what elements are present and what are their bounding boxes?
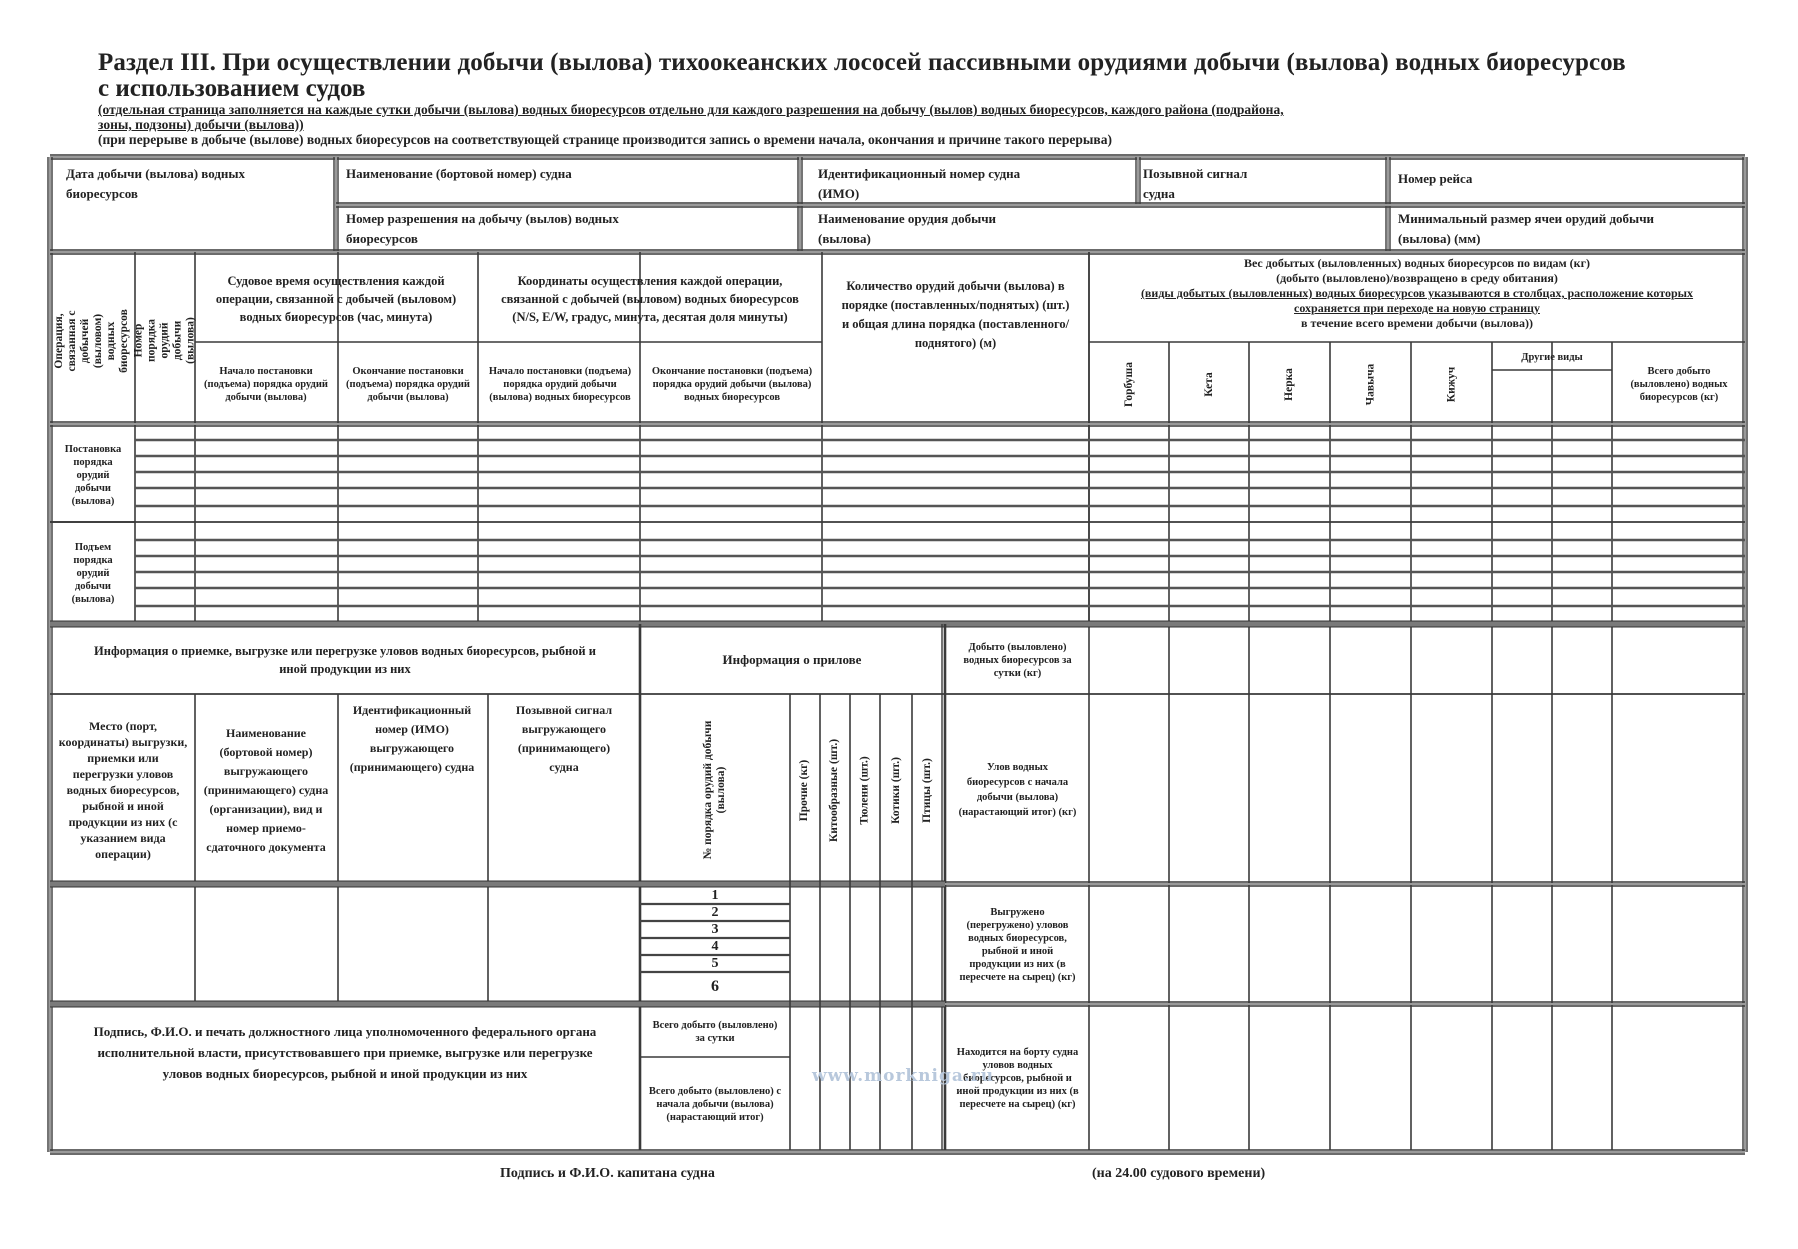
bycatch-row-number: 3 — [711, 921, 719, 937]
official-signature-label: Подпись, Ф.И.О. и печать должностного лица уполномоченного федерального органа исполнительной власти, присутствовавшего при приемке, выгрузке или перегрузке уловов водных биоресурсов, рыбной и иной продукции из них — [93, 1023, 597, 1081]
bycatch-gear-number-label: № порядка орудий добычи (вылова) — [702, 720, 727, 860]
col-species-1: Горбуша — [1122, 361, 1135, 407]
bycatch-col-4: Котики (шт.) — [889, 756, 902, 824]
section-title: Раздел III. При осуществлении добычи (вылова) тихоокеанских лососей пассивными орудиями добычи (вылова) водных биоресурсов — [98, 49, 1626, 76]
mesh-size-label: Минимальный размер ячеи орудий добычи (вылова) (мм) — [1398, 211, 1655, 246]
on-board-label: Находится на борту судна уловов водных биоресурсов, рыбной и иной продукции из них (в пересчете на сырец) (кг) — [956, 1046, 1079, 1110]
vessel-name-label: Наименование (бортовой номер) судна — [346, 166, 572, 181]
col-time-group: Судовое время осуществления каждой операции, связанной с добычей (выловом) водных биоресурсов (час, минута) — [215, 274, 457, 324]
break-note: (при перерыве в добыче (вылове) водных биоресурсов на соответствующей странице производится запись о времени начала, окончания и причине такого перерыва) — [98, 132, 1112, 147]
col-coord-end: Окончание постановки (подъема) порядка орудий добычи (вылова) водных биоресурсов — [651, 365, 813, 403]
bycatch-col-2: Китообразные (шт.) — [828, 738, 841, 842]
total-cumulative-label: Всего добыто (выловлено) с начала добычи (вылова) (нарастающий итог) — [648, 1085, 782, 1123]
bycatch-row-number: 2 — [711, 904, 719, 920]
captain-signature-label: Подпись и Ф.И.О. капитана судна — [500, 1166, 715, 1181]
section-title-line2: с использованием судов — [98, 75, 366, 102]
weight-group-line2: (добыто (выловлено)/возвращено в среду обитания) — [1276, 271, 1558, 285]
col-gear-number: Номер порядка орудий добычи (вылова) — [132, 317, 197, 364]
col-time-end: Окончание постановки (подъема) порядка орудий добычи (вылова) — [346, 365, 470, 403]
total-per-day-label: Всего добыто (выловлено) за сутки — [652, 1020, 778, 1044]
bycatch-col-5: Птицы (шт.) — [920, 757, 933, 823]
cumulative-catch-label: Улов водных биоресурсов с начала добычи (вылова) (нарастающий итог) (кг) — [958, 762, 1077, 818]
weight-group-line3: (виды добытых (выловленных) водных биоресурсов указываются в столбцах, расположение которых сохраняется при переходе на новую страницу — [1140, 286, 1694, 315]
receiver-vessel-name-label: Наименование (бортовой номер) выгружающего (принимающего) судна (организации), вид и номер приемо-сдаточного документа — [203, 725, 329, 854]
col-other-species: Другие виды — [1521, 351, 1583, 363]
watermark: www.morkniga.ru — [812, 1066, 995, 1086]
col-species-5: Кижуч — [1444, 366, 1457, 402]
transfer-place-label: Место (порт, координаты) выгрузки, приемки или перегрузки уловов водных биоресурсов, рыбной и иной продукции из них (с указанием вида операции) — [58, 719, 188, 861]
col-time-start: Начало постановки (подъема) порядка орудий добычи (вылова) — [204, 365, 328, 403]
page-note: (отдельная страница заполняется на каждые сутки добычи (вылова) водных биоресурсов отдельно для каждого разрешения на добычу (вылов) водных биоресурсов, каждого района (подрайона, — [98, 102, 1284, 117]
permit-label: Номер разрешения на добычу (вылов) водных биоресурсов — [346, 211, 619, 246]
col-species-3: Нерка — [1283, 367, 1295, 401]
weight-group-line4: в течение всего времени добычи (вылова)) — [1301, 316, 1533, 330]
bycatch-row-number: 4 — [711, 938, 719, 954]
transfer-info-header: Информация о приемке, выгрузке или перегрузке уловов водных биоресурсов, рыбной и иной продукции из них — [94, 644, 596, 676]
caught-per-day-label: Добыто (выловлено) водных биоресурсов за сутки (кг) — [963, 641, 1072, 679]
bycatch-row-number: 5 — [711, 955, 719, 971]
call-sign-label: Позывной сигнал судна — [1143, 166, 1248, 201]
bycatch-row-number: 1 — [711, 887, 719, 903]
time-note-label: (на 24.00 судового времени) — [1092, 1166, 1266, 1181]
weight-group-line1: Вес добытых (выловленных) водных биоресурсов по видам (кг) — [1243, 256, 1591, 270]
col-gear-count: Количество орудий добычи (вылова) в порядке (поставленных/поднятых) (шт.) и общая длина порядка (поставленного/поднятого) (м) — [841, 279, 1070, 350]
col-coord-start: Начало постановки (подъема) порядка орудий добычи (вылова) водных биоресурсов — [488, 365, 632, 403]
unloaded-label: Выгружено (перегружено) уловов водных биоресурсов, рыбной и иной продукции из них (в пересчете на сырец) (кг) — [959, 907, 1076, 983]
bycatch-info-header: Информация о прилове — [722, 652, 862, 667]
col-coord-group: Координаты осуществления каждой операции, связанной с добычей (выловом) водных биоресурсов (N/S, E/W, градус, минута, десятая доля минуты) — [501, 274, 799, 324]
imo-label: Идентификационный номер судна (ИМО) — [818, 166, 1021, 201]
page-note-line2: зоны, подзоны) добычи (вылова)) — [98, 117, 304, 132]
date-label: Дата добычи (вылова) водных биоресурсов — [66, 166, 246, 201]
col-species-2: Кета — [1202, 371, 1215, 397]
col-species-4: Чавыча — [1364, 363, 1376, 405]
col-operation: Операция, связанная с добычей (выловом) водных биоресурсов — [53, 308, 130, 373]
gear-name-label: Наименование орудия добычи (вылова) — [818, 211, 997, 246]
row-group-lifting: Подъем порядка орудий добычи (вылова) — [71, 541, 115, 605]
voyage-label: Номер рейса — [1398, 171, 1473, 186]
receiver-imo-label: Идентификационный номер (ИМО) выгружающего (принимающего) судна — [349, 703, 475, 774]
receiver-call-sign-label: Позывной сигнал выгружающего (принимающего) судна — [515, 703, 613, 774]
bycatch-col-1: Прочие (кг) — [798, 759, 811, 821]
bycatch-col-3: Тюлени (шт.) — [858, 755, 871, 825]
col-total-weight: Всего добыто (выловлено) водных биоресурсов (кг) — [1630, 365, 1728, 403]
col-weight-group — [1092, 256, 1742, 342]
bycatch-row-number: 6 — [711, 978, 719, 995]
row-group-setting: Постановка порядка орудий добычи (вылова) — [64, 443, 122, 507]
